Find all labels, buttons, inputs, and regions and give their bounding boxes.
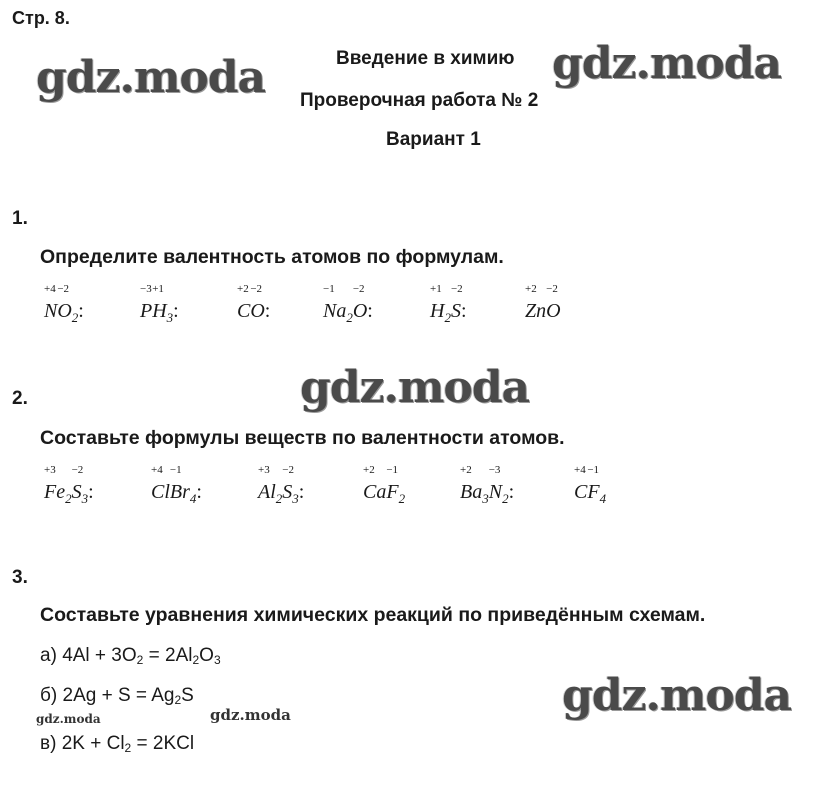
valence-label: −2 [71,464,84,476]
task-1-number: 1. [12,208,28,229]
atom-symbol: O −2 [546,283,561,322]
atom-symbol: Cl +4 [151,464,170,503]
atom-symbol: N −3 [488,464,503,503]
watermark-logo: gdz.moda [552,38,782,89]
atom-index: 2 [65,491,72,506]
work-title: Проверочная работа № 2 [300,90,539,111]
valence-label: +4 [151,464,163,476]
watermark-logo: gdz.moda [36,712,101,726]
atom-symbol: Ba +2 [460,464,483,503]
atom-index: 2 [275,491,283,506]
valence-label: +2 [237,283,249,295]
atom-symbol: C +2 [237,283,251,322]
atom-symbol: F −1 [386,464,399,503]
atom-symbol: Al +3 [258,464,276,503]
atom-index: 2 [502,491,509,506]
task-1-formula: C +2 O −2 : [237,283,271,322]
valence-label: −3 [140,283,152,295]
valence-label: −1 [169,464,182,476]
task-2-formula [363,464,406,506]
task-1-formula: H +1 $_2$S −2 : [430,283,467,325]
atom-symbol: F −1 [587,464,600,503]
atom-index: 3 [292,491,299,506]
atom-index: 3 [482,491,489,506]
valence-label: +2 [525,283,537,295]
atom-symbol: Zn +2 [525,283,547,322]
atom-symbol: P −3 [140,283,153,322]
atom-symbol: O −2 [352,283,368,322]
valence-label: −1 [323,283,335,295]
task-2-text: Составьте формулы веществ по валентности атомов. [40,427,565,449]
atom-symbol: O −2 [250,283,265,322]
task-1-formula [525,283,561,323]
equation-a: а) $4Al + 3O_2 = 2Al_2O_3$ [40,645,221,667]
task-3-text: Составьте уравнения химических реакций по приведённым схемам. [40,604,706,626]
valence-label: −1 [386,464,399,476]
valence-label: +4 [44,283,56,295]
valence-label: +3 [44,464,56,476]
watermark-logo: gdz.moda [210,706,291,724]
section-title: Введение в химию [336,48,515,69]
atom-symbol: H +1 [152,283,167,322]
variant-title: Вариант 1 [386,129,481,150]
valence-label: +4 [574,464,586,476]
valence-label: −2 [352,283,365,295]
valence-label: −2 [282,464,294,476]
task-2-formula: Fe +3 $_2$S −2 $_3$: [44,464,94,506]
page-label: Стр. 8. [12,8,70,28]
atom-symbol: S −2 [450,283,463,322]
valence-label: −1 [587,464,600,476]
atom-symbol: C +4 [574,464,588,503]
atom-index: 4 [189,491,197,506]
task-2-formulas [0,464,833,511]
valence-label: −2 [57,283,70,295]
valence-label: −2 [450,283,463,295]
watermark-logo: gdz.moda [36,52,266,103]
atom-index: 2 [346,310,353,325]
task-1-text: Определите валентность атомов по формулам. [40,246,504,268]
atom-symbol: S −2 [71,464,84,503]
atom-symbol: Na −1 [323,283,347,322]
atom-symbol: N +4 [44,283,58,322]
equation-b: б) $2Ag + S = Ag_2S$ [40,685,194,707]
atom-symbol: Br −1 [169,464,190,503]
atom-symbol: H +1 [430,283,445,322]
atom-symbol: S −2 [282,464,294,503]
task-1-formula: P −3 H +1 $_3$: [140,283,179,325]
valence-label: −2 [546,283,558,295]
valence-label: +3 [258,464,270,476]
atom-symbol: Fe +3 [44,464,66,503]
task-1-formula: Na −1 $_2$O −2 : [323,283,373,325]
watermark-logo: gdz.moda [300,362,530,413]
task-2-formula [574,464,607,506]
valence-label: −2 [250,283,263,295]
equation-c: в) $2K + Cl_2 = 2KCl$ [40,733,195,755]
atom-index: 4 [599,491,607,506]
task-1-formula: N +4 O −2 $_2$: [44,283,84,325]
task-3-number: 3. [12,567,28,588]
atom-symbol: Ca +2 [363,464,387,503]
atom-index: 2 [398,491,406,506]
task-2-number: 2. [12,388,28,409]
atom-index: 2 [444,310,451,325]
atom-index: 3 [166,310,174,325]
task-1-formulas [0,283,833,330]
watermark-logo: gdz.moda [562,670,792,721]
valence-label: +2 [460,464,472,476]
valence-label: +1 [152,283,164,295]
task-2-formula: Cl +4 Br −1 $_4$: [151,464,202,506]
atom-index: 2 [71,310,79,325]
task-2-formula: Ba +2 $_3$N −3 $_2$: [460,464,515,506]
task-2-formula: Al +3 $_2$S −2 $_3$: [258,464,305,506]
valence-label: −3 [488,464,501,476]
valence-label: +1 [430,283,442,295]
atom-index: 3 [81,491,89,506]
valence-label: +2 [363,464,375,476]
atom-symbol: O −2 [57,283,72,322]
